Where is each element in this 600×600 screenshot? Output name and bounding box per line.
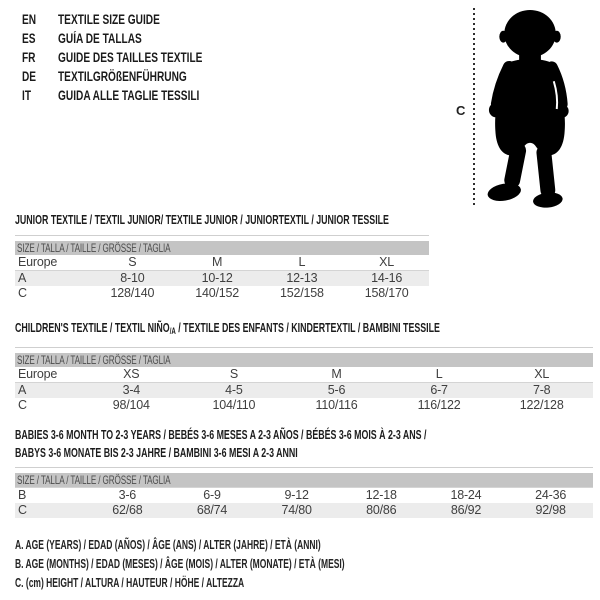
column-header: XL [344,255,429,271]
height-measure-line [473,8,475,207]
cell-value: 140/152 [195,286,240,300]
toddler-silhouette-icon [485,6,580,209]
cell-value: 68/74 [196,503,228,517]
cell-value: 80/86 [366,503,397,517]
language-title: GUÍA DE TALLAS [58,31,142,46]
cell-value: 104/110 [212,398,256,412]
size-header-label: SIZE / TALLA / TAILLE / GRÖSSE / TAGLIA [17,241,171,255]
section-title: JUNIOR TEXTILE / TEXTIL JUNIOR/ TEXTILE JUNIOR / JUNIORTEXTIL / JUNIOR TESSILE [15,212,389,227]
row-label: A [18,271,27,285]
section-title: CHILDREN'S TEXTILE / TEXTIL NIÑO/A / TEXTILE DES ENFANTS / KINDERTEXTIL / BAMBINI TESSILE [15,320,440,336]
row-label: Europe [15,255,90,271]
column-header: S [183,367,286,383]
language-title: TEXTILGRÖßENFÜHRUNG [58,69,187,84]
language-code: DE [22,69,37,84]
cell-value: 74/80 [281,503,312,517]
cell-value: 62/68 [112,503,143,517]
cell-value: 10-12 [201,271,233,285]
cell-value: 12-18 [365,488,397,502]
legend-line-c: C. (cm) HEIGHT / ALTURA / HAUTEUR / HÖHE / ALTEZZA [15,576,245,590]
section-title: BABIES 3-6 MONTH TO 2-3 YEARS / BEBÉS 3-6 MESES A 2-3 AÑOS / BÉBÉS 3-6 MOIS À 2-3 ANS / BABYS 3-6 MONATE BIS 2-3 JAHRE / BAMBINI 3-6 MESI A 2-3 ANNI [15,427,427,460]
column-header: XS [80,367,183,383]
size-header-bar [15,241,429,255]
height-measure-label: C [456,103,466,118]
language-title: GUIDA ALLE TAGLIE TESSILI [58,88,200,103]
cell-value: 4-5 [225,383,243,397]
section-babies-textile [15,426,593,518]
cell-value: 9-12 [284,488,309,502]
table-row [15,383,593,399]
height-figure [0,0,600,220]
title-subscript: /A [169,326,176,336]
cell-value: 6-9 [203,488,221,502]
legend-line-b: B. AGE (MONTHS) / EDAD (MESES) / ÂGE (MOIS) / ALTER (MONATE) / ETÀ (MESI) [15,557,345,571]
cell-value: 98/104 [112,398,150,412]
cell-value: 86/92 [450,503,482,517]
table-row [15,286,429,301]
column-header: M [175,255,260,271]
childrens-size-table [15,347,593,413]
cell-value: 6-7 [430,383,448,397]
cell-value: 7-8 [532,383,551,397]
row-label: Europe [15,367,80,383]
cell-value: 152/158 [279,286,324,300]
language-title: TEXTILE SIZE GUIDE [58,12,160,27]
section-childrens-textile [15,321,593,413]
column-header: S [90,255,175,271]
table-row [15,503,593,518]
junior-size-table [15,235,429,301]
cell-value: 110/116 [315,398,358,412]
table-row-columns [15,255,429,271]
column-header: L [260,255,345,271]
column-header: XL [490,367,593,383]
row-label: C [18,398,27,412]
cell-value: 158/170 [364,286,409,300]
table-row [15,271,429,287]
cell-value: 18-24 [450,488,482,502]
cell-value: 8-10 [120,271,145,285]
table-row-columns [15,367,593,383]
cell-value: 128/140 [110,286,155,300]
language-title: GUIDE DES TAILLES TEXTILE [58,50,203,65]
column-header: L [388,367,491,383]
cell-value: 3-4 [122,383,141,397]
cell-value: 122/128 [519,398,564,412]
cell-value: 12-13 [286,271,318,285]
language-code: EN [22,12,37,27]
legend-line-a: A. AGE (YEARS) / EDAD (AÑOS) / ÂGE (ANS) / ALTER (JAHRE) / ETÀ (ANNI) [15,538,321,552]
cell-value: 14-16 [371,271,403,285]
size-header-label: SIZE / TALLA / TAILLE / GRÖSSE / TAGLIA [17,473,171,487]
legend [15,536,500,593]
row-label: C [18,286,27,300]
section-junior-textile [15,213,429,301]
cell-value: 92/98 [535,503,566,517]
cell-value: 24-36 [535,488,567,502]
row-label: A [18,383,27,397]
table-row [15,488,593,504]
row-label: C [18,503,27,517]
language-code: ES [22,31,36,46]
language-code: FR [22,50,36,65]
size-header-bar [15,353,593,367]
cell-value: 3-6 [118,488,137,502]
babies-size-table [15,467,593,518]
cell-value: 5-6 [327,383,346,397]
size-header-label: SIZE / TALLA / TAILLE / GRÖSSE / TAGLIA [17,353,171,367]
size-header-bar [15,473,593,488]
column-header: M [285,367,388,383]
row-label: B [18,488,27,502]
table-row [15,398,593,413]
language-code: IT [22,88,31,103]
cell-value: 116/122 [417,398,461,412]
